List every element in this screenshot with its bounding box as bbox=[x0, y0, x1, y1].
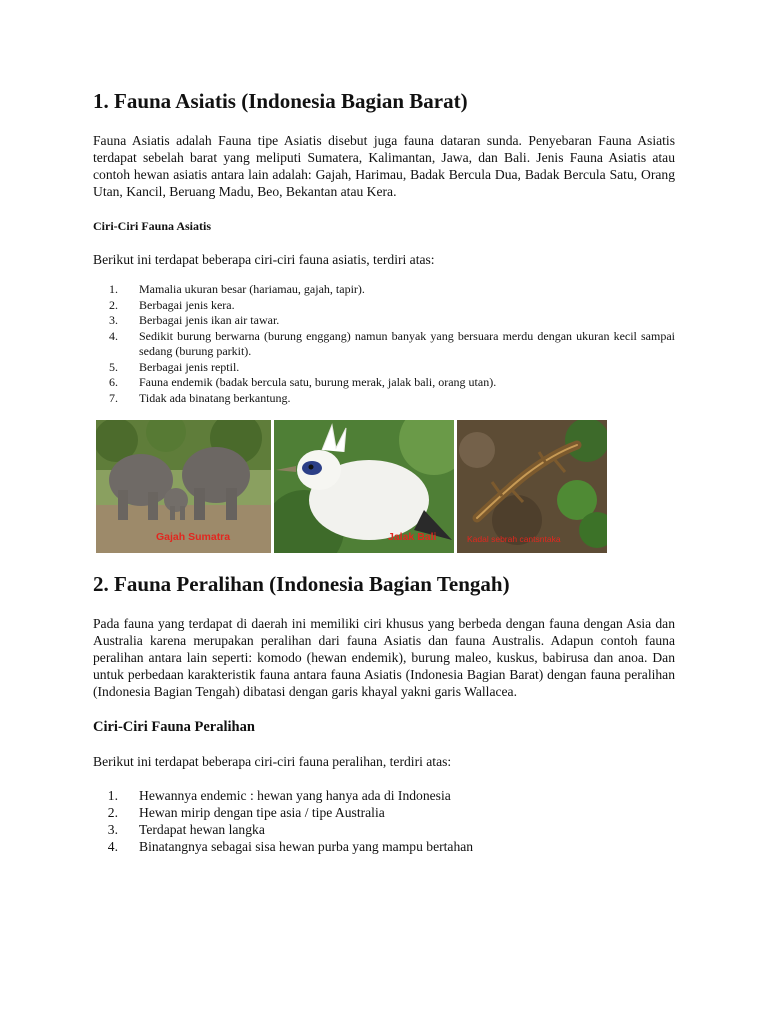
section1-paragraph: Fauna Asiatis adalah Fauna tipe Asiatis disebut juga fauna dataran sunda. Penyebaran Fauna Asiatis terdapat sebelah barat yang meliputi Sumatera, Kalimantan, Jawa, dan Bali. Jenis Fauna Asiatis atau contoh hewan asiatis antara lain adalah: Gajah, Harimau, Badak Bercula Dua, Badak Bercula Satu, Orang Utan, Kancil, Beruang Madu, Beo, Bekantan atau Kera. bbox=[93, 133, 675, 199]
list-item: 3. Berbagai jenis ikan air tawar. bbox=[109, 313, 280, 327]
section1-intro: Berikut ini terdapat beberapa ciri-ciri fauna asiatis, terdiri atas: bbox=[93, 252, 435, 267]
list-item: 2. Berbagai jenis kera. bbox=[109, 297, 235, 312]
section2-subheading: Ciri-Ciri Fauna Peralihan bbox=[93, 719, 255, 735]
bird-caption: Jalak Bali bbox=[388, 531, 437, 543]
list-item: 5. Berbagai jenis reptil. bbox=[109, 359, 240, 374]
section2-list bbox=[93, 787, 675, 855]
section1-subheading: Ciri-Ciri Fauna Asiatis bbox=[93, 219, 212, 233]
document-content bbox=[93, 88, 675, 855]
list-item: 1. Mamalia ukuran besar (hariamau, gajah, tapir). bbox=[109, 282, 365, 296]
list-item: 4. Binatangnya sebagai sisa hewan purba yang mampu bertahan bbox=[107, 839, 474, 854]
section2-intro: Berikut ini terdapat beberapa ciri-ciri fauna peralihan, terdiri atas: bbox=[93, 754, 452, 769]
list-item: 4. Sedikit burung berwarna (burung enggang) namun banyak yang bersuara merdu dengan ukuran kecil sampai sedang (burung parkit). bbox=[109, 328, 675, 358]
list-item: 6. Fauna endemik (badak bercula satu, burung merak, jalak bali, orang utan). bbox=[109, 375, 497, 389]
section2-paragraph: Pada fauna yang terdapat di daerah ini memiliki ciri khusus yang berbeda dengan fauna dengan Asia dan Australia karena merupakan peralihan dari fauna Asiatis dan fauna Australis. Adapun contoh fauna peralihan antara lain seperti: komodo (hewan endemik), burung maleo, kuskus, babirusa dan anoa. Dan untuk perbedaan karakteristik fauna antara fauna Asiatis (Indonesia Bagian Barat) dengan fauna peralihan (Indonesia Bagian Tengah) dibatasi dengan garis khayal yakni garis Wallacea. bbox=[93, 616, 675, 699]
section1-heading: 1. Fauna Asiatis (Indonesia Bagian Barat) bbox=[93, 89, 468, 113]
list-item: 1. Hewannya endemic : hewan yang hanya ada di Indonesia bbox=[107, 788, 451, 803]
list-item: 2. Hewan mirip dengan tipe asia / tipe Australia bbox=[107, 805, 385, 820]
elephant-caption: Gajah Sumatra bbox=[156, 531, 231, 543]
lizard-caption: Kadal sebrah cantsntaka bbox=[467, 534, 561, 544]
animal-photos bbox=[96, 420, 675, 553]
section2-heading: 2. Fauna Peralihan (Indonesia Bagian Tengah) bbox=[93, 572, 510, 596]
list-item: 3. Terdapat hewan langka bbox=[107, 822, 265, 837]
section1-list bbox=[93, 282, 675, 406]
list-item: 7. Tidak ada binatang berkantung. bbox=[109, 390, 291, 405]
